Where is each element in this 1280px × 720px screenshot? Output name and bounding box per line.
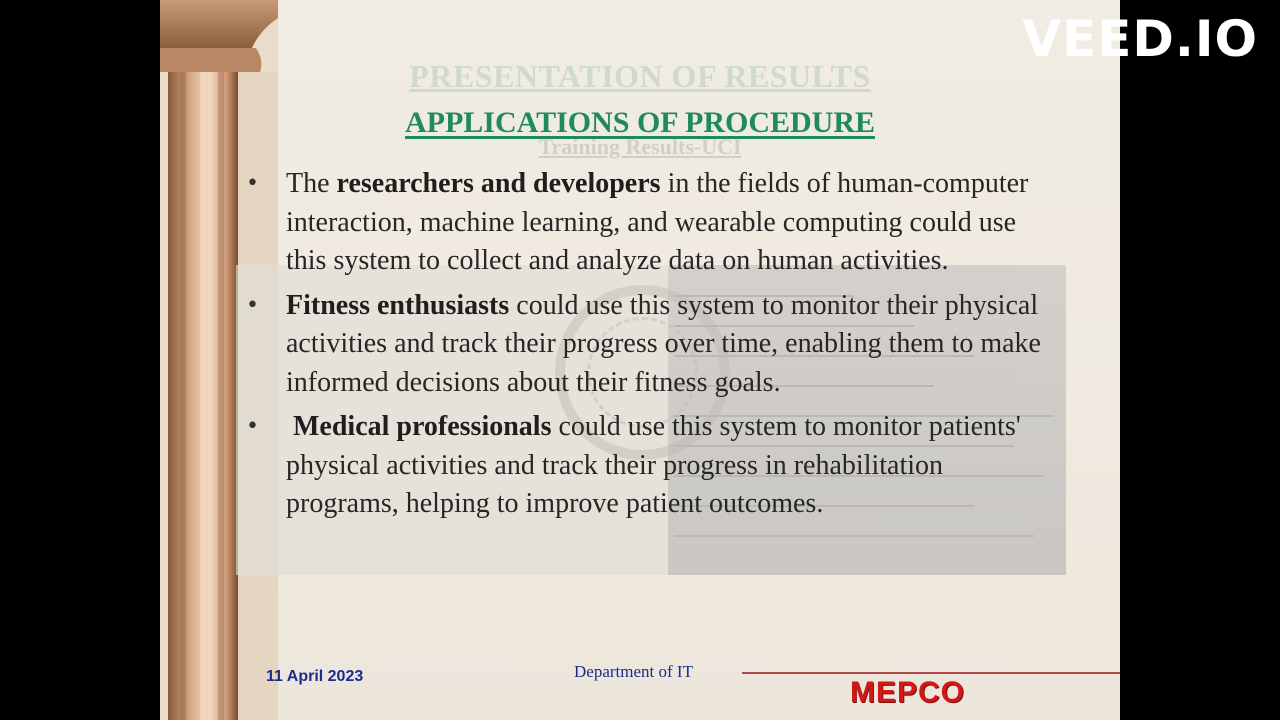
slide-title: APPLICATIONS OF PROCEDURE: [404, 106, 876, 139]
bullet-text: in the fields of human-computer interaction, machine learning, and wearable computing could use this system to collect and analyze data on human activities.: [286, 168, 1029, 276]
footer-date: 11 April 2023: [266, 668, 364, 685]
bullet-dot: •: [246, 171, 259, 196]
bullet-list: [246, 165, 1046, 530]
presentation-slide: [160, 0, 1120, 720]
bullet-item: [246, 165, 1046, 281]
veed-watermark: VEED.IO: [1022, 10, 1258, 68]
faded-previous-subtitle: Training Results-UCI: [538, 134, 742, 159]
bullet-bold: researchers and developers: [336, 168, 661, 199]
bullet-item: [246, 287, 1046, 403]
mepco-logo: MEPCO: [850, 676, 966, 709]
bullet-dot: •: [246, 292, 259, 318]
bullet-dot: •: [246, 414, 259, 439]
footer-department: Department of IT: [574, 662, 693, 681]
bullet-item: [246, 408, 1046, 524]
bullet-bold: Fitness enthusiasts: [286, 289, 510, 321]
bullet-prefix: [286, 411, 293, 442]
bullet-bold: Medical professionals: [293, 411, 552, 442]
bullet-text: could use this system to monitor their physical activities and track their progress over time, enabling them to make informed decisions about their fitness goals.: [286, 289, 1041, 398]
faded-previous-title: PRESENTATION OF RESULTS: [409, 58, 871, 94]
bullet-text: could use this system to monitor patients' physical activities and track their progress in rehabilitation programs, helping to improve patient outcomes.: [286, 411, 1021, 519]
footer-divider: [742, 672, 1120, 674]
bullet-prefix: The: [286, 168, 337, 199]
